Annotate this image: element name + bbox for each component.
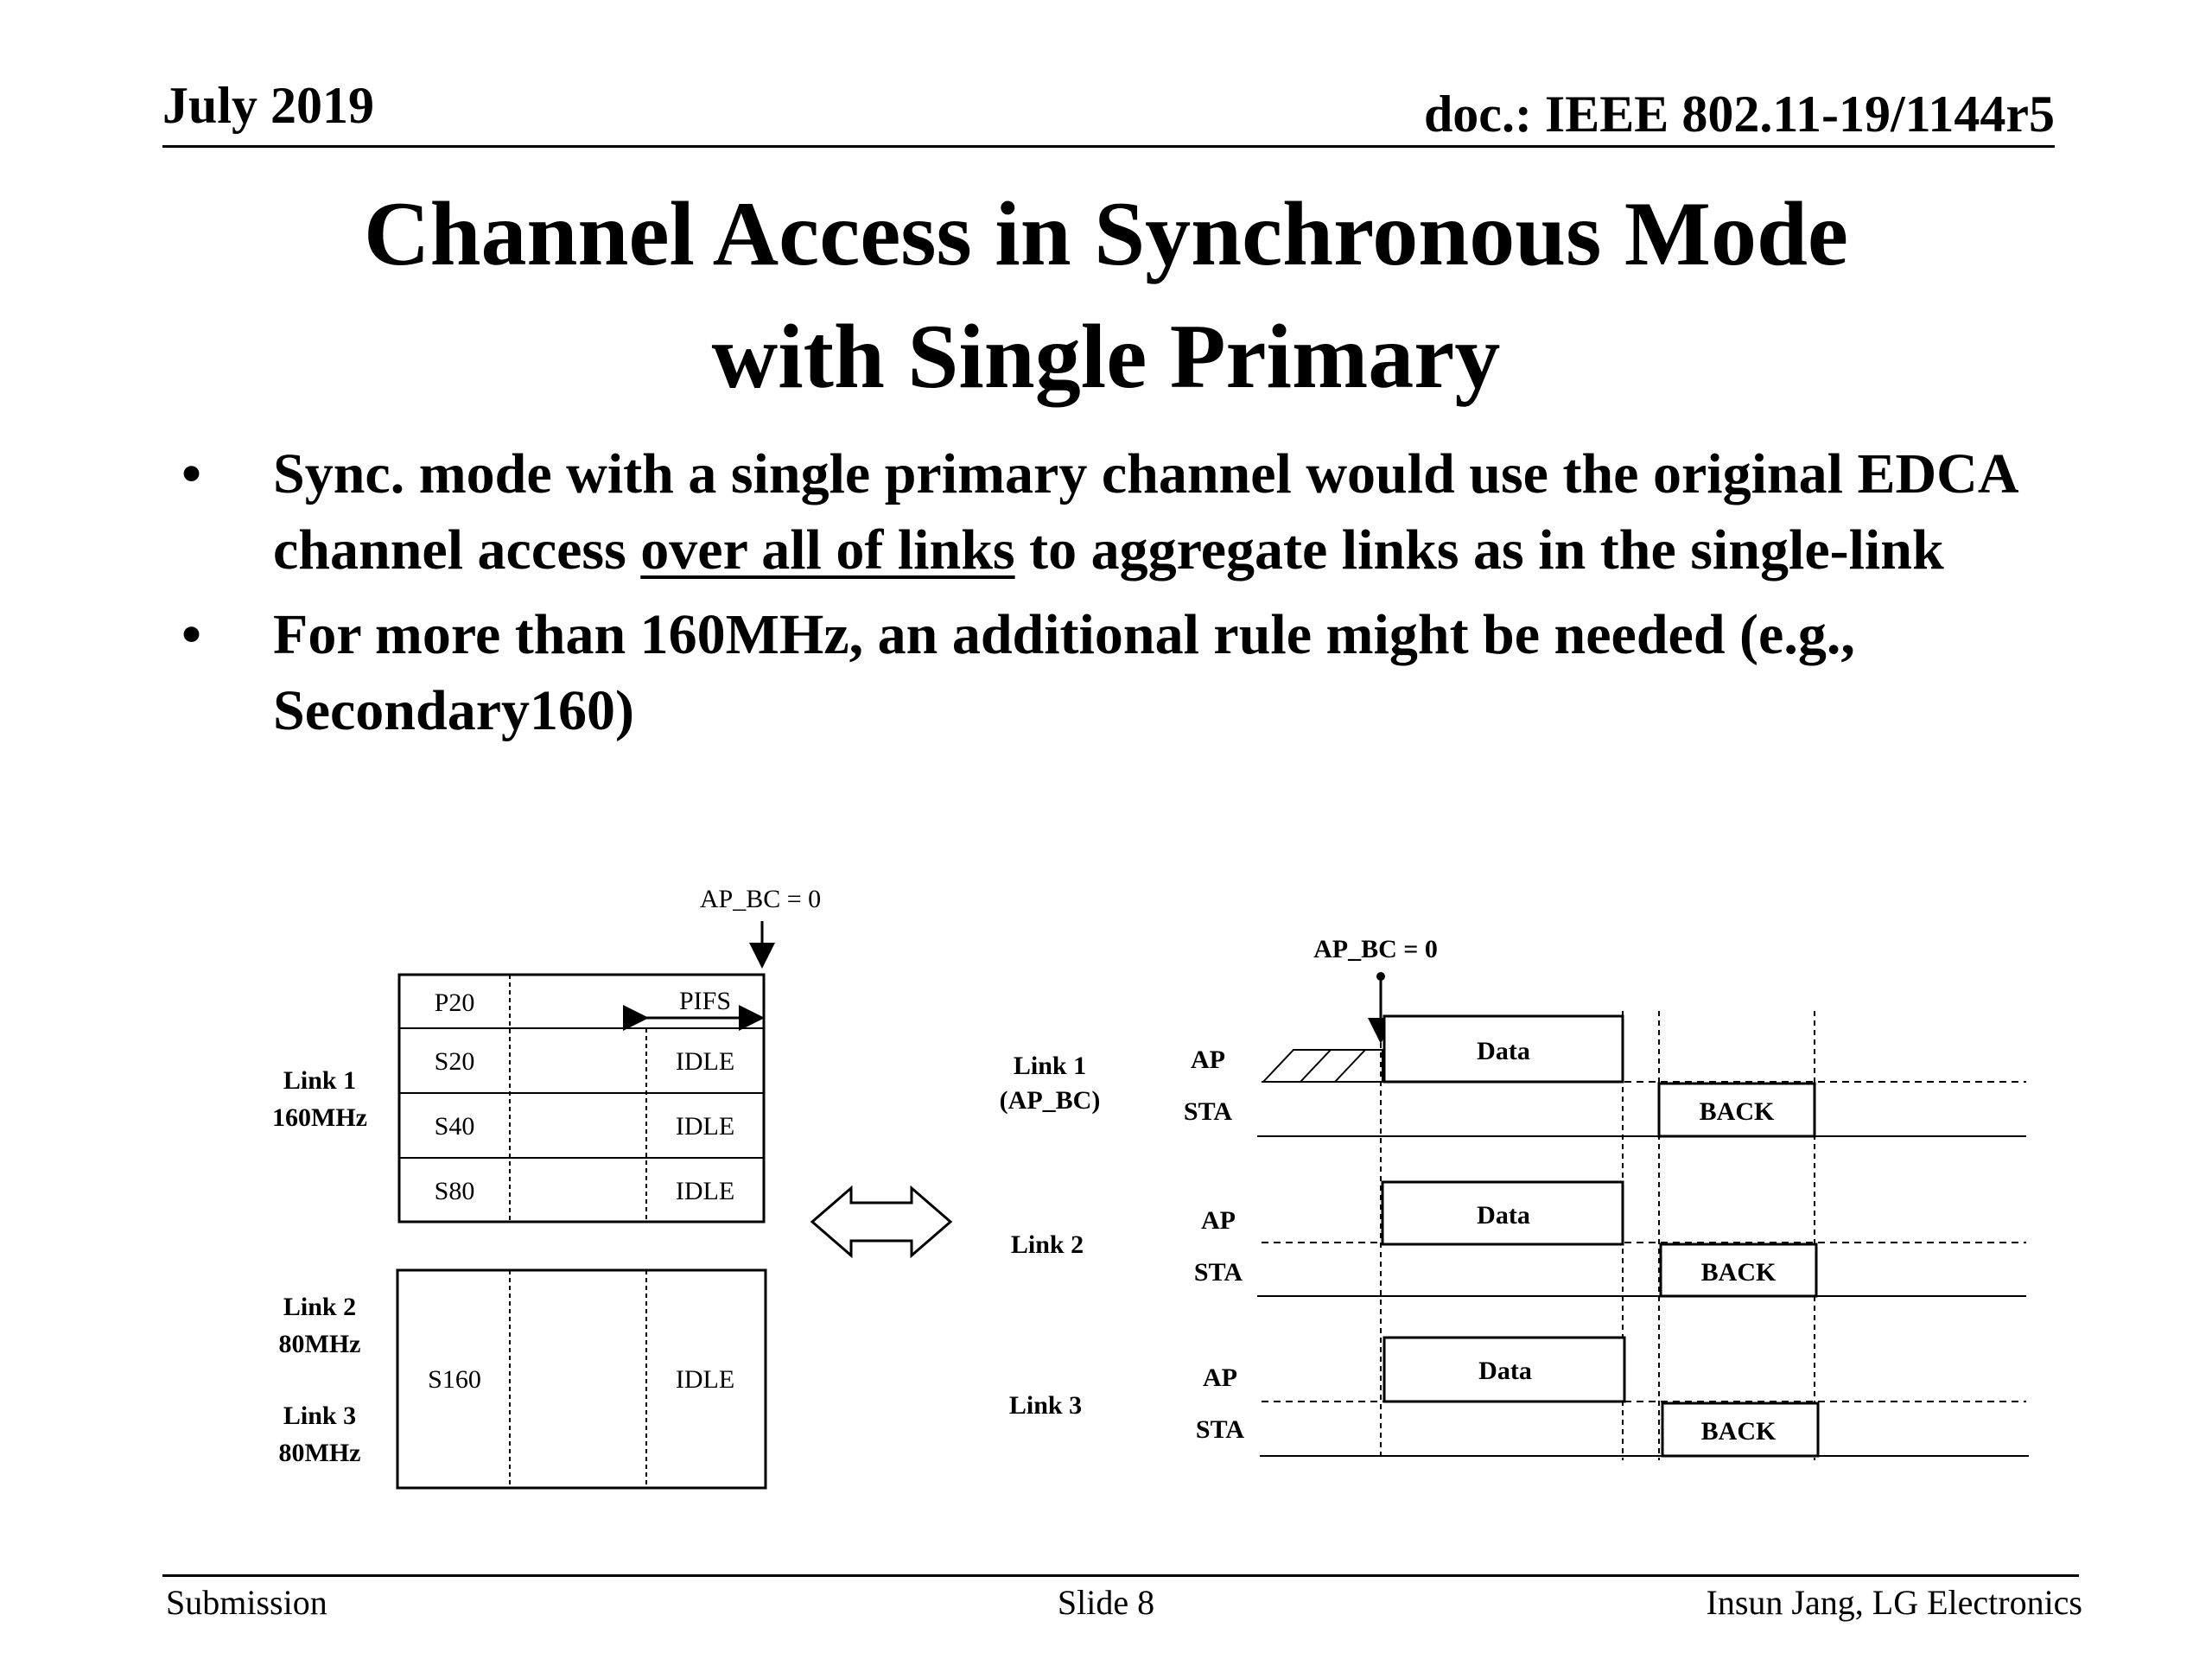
link1-name: Link 1 — [283, 1066, 357, 1095]
footer-slide-number: Slide 8 — [1057, 1583, 1155, 1622]
link2-bandwidth: 80MHz — [278, 1330, 361, 1358]
bullet-text: to aggregate links as in the single-link — [1014, 518, 1944, 582]
link3-bandwidth: 80MHz — [278, 1439, 361, 1467]
ap-label: AP — [1191, 1046, 1225, 1074]
back-label: BACK — [1700, 1417, 1777, 1446]
bullet-text: Sync. mode with a single primary channel would use the original EDCA channel access — [273, 442, 2016, 582]
footer-submission: Submission — [166, 1583, 327, 1622]
bullet-marker: • — [181, 603, 202, 666]
footer-author: Insun Jang, LG Electronics — [1706, 1583, 2082, 1622]
equivalence-double-arrow — [812, 1188, 950, 1255]
ap-label: AP — [1201, 1206, 1236, 1235]
back-label: BACK — [1699, 1097, 1775, 1126]
header-doc-id: doc.: IEEE 802.11-19/1144r5 — [1423, 86, 2055, 143]
state-label: IDLE — [675, 1177, 735, 1205]
title-line-2: with Single Primary — [711, 306, 1501, 407]
sta-label: STA — [1183, 1097, 1233, 1126]
backoff-hatch — [1263, 1050, 1382, 1082]
bullet-underlined-text: over all of links — [640, 518, 1015, 582]
left-diagram — [272, 885, 821, 1488]
back-label: BACK — [1700, 1258, 1777, 1287]
left-ap-bc-label: AP_BC = 0 — [699, 885, 822, 913]
state-label: IDLE — [675, 1112, 735, 1141]
state-label: IDLE — [675, 1047, 735, 1076]
link2-name: Link 2 — [283, 1293, 357, 1321]
channel-label: S20 — [434, 1047, 475, 1076]
state-label: IDLE — [675, 1365, 735, 1394]
bullet-marker: • — [181, 442, 202, 505]
right-link2-name: Link 2 — [1010, 1230, 1084, 1259]
right-link1-sub: (AP_BC) — [999, 1086, 1101, 1115]
ap-label: AP — [1203, 1363, 1237, 1392]
header-date: July 2019 — [162, 77, 375, 134]
state-label: PIFS — [678, 987, 732, 1015]
link3-name: Link 3 — [283, 1402, 357, 1430]
link1-bandwidth: 160MHz — [272, 1103, 367, 1132]
data-label: Data — [1478, 1357, 1532, 1385]
channel-label: S160 — [428, 1365, 481, 1394]
sta-label: STA — [1195, 1415, 1245, 1444]
channel-label: P20 — [434, 988, 475, 1017]
data-label: Data — [1477, 1037, 1530, 1065]
title-line-1: Channel Access in Synchronous Mode — [364, 183, 1848, 284]
right-ap-bc-label: AP_BC = 0 — [1313, 935, 1438, 963]
right-diagram — [1000, 935, 2029, 1460]
data-label: Data — [1477, 1201, 1530, 1230]
sta-label: STA — [1193, 1258, 1243, 1287]
channel-label: S80 — [434, 1177, 475, 1205]
right-link3-name: Link 3 — [1008, 1391, 1083, 1420]
bullet-text: For more than 160MHz, an additional rule might be needed (e.g., Secondary160) — [273, 603, 1855, 742]
footer-divider — [162, 1574, 2079, 1577]
right-link1-name: Link 1 — [1013, 1052, 1087, 1080]
channel-label: S40 — [434, 1112, 475, 1141]
